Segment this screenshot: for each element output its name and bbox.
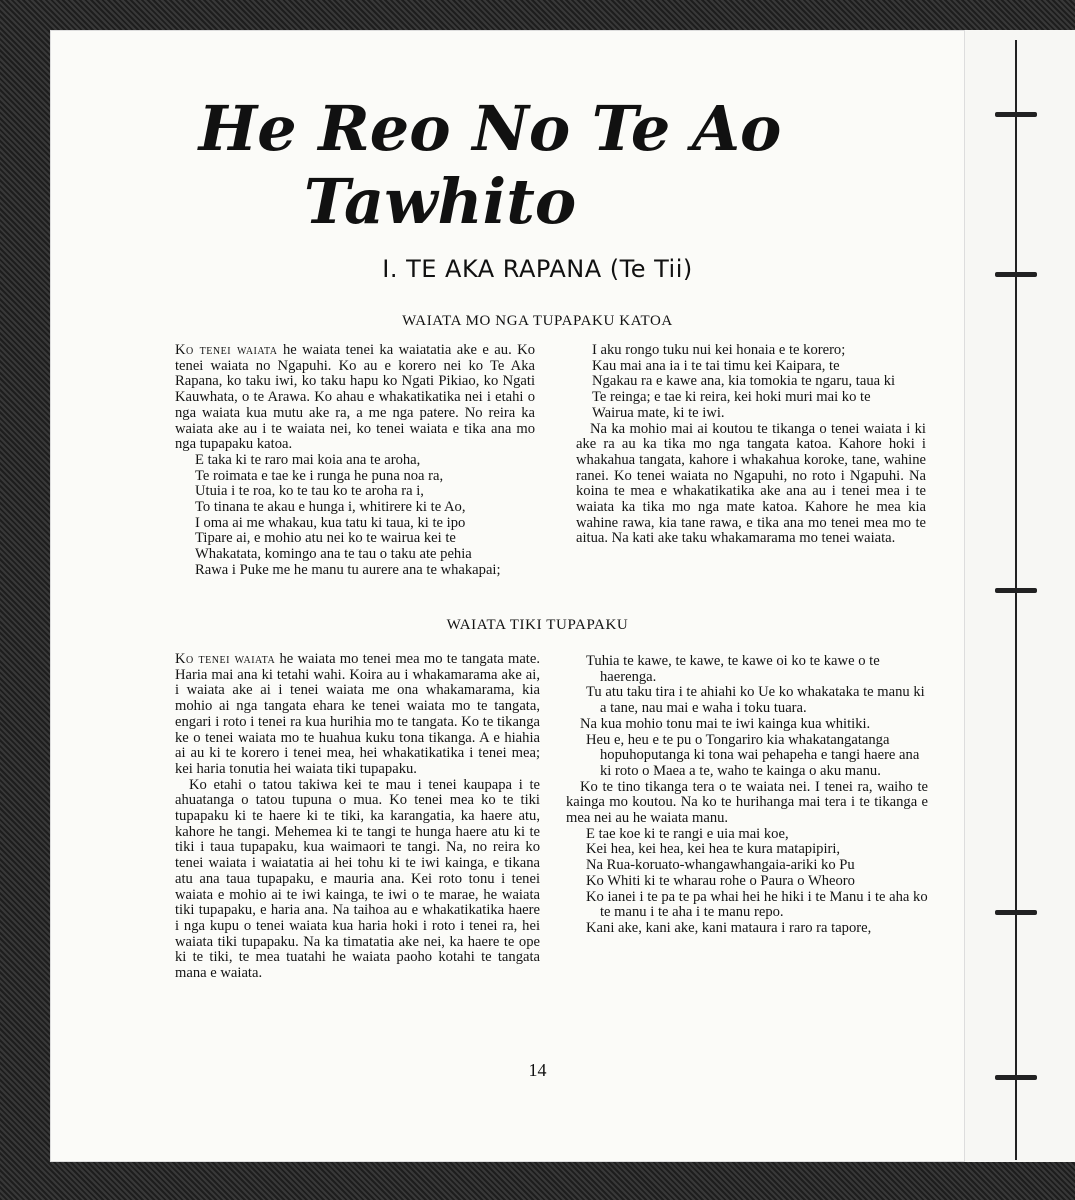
- paragraph: he waiata mo tenei mea mo te tangata mate. Haria mai ana ki tetahi wahi. Koira au i whakamarama ake ai, i waiata ake ai i tenei waiata me ona whakamarama, kia mohio ai nga tangata ehara ke tenei waiata mo te tangata, engari i roto i tenei ra kua hurihia mo te tangata. Ko te tikanga ke o tenei waiata mo te huahua kuku tona tikanga. A e hiahia ai au ki te korero i tenei mea, hei whakatikatika i tenei mea; kei haria tonutia hei waiata tiki tupapaku.: [175, 651, 540, 777]
- verse-block: [566, 733, 928, 780]
- verse-block: [576, 343, 926, 422]
- lead-in: Ko tenei waiata: [175, 342, 278, 358]
- section1-right-column: [576, 343, 926, 547]
- verse-line: Kau mai ana ia i te tai timu kei Kaipara, te: [592, 357, 840, 374]
- section1-left-column: [175, 343, 535, 579]
- paragraph: Ko te tino tikanga tera o te waiata nei. I tenei ra, waiho te kainga mo koutou. Na ko te hurihanga mai tera i te tikanga e mea nei au he waiata manu.: [566, 778, 928, 827]
- verse-line: I oma ai me whakau, kua tatu ki taua, ki te ipo: [195, 514, 466, 531]
- title-line-1: He Reo No Te Ao: [198, 95, 782, 165]
- verse-line: To tinana te akau e hunga i, whitirere ki te Ao,: [195, 499, 466, 516]
- verse-line: Ngakau ra e kawe ana, kia tomokia te ngaru, taua ki: [592, 373, 896, 390]
- verse-line: Na Rua-koruato-whangawhangaia-ariki ko Pu: [586, 857, 855, 874]
- verse-line: Te reinga; e tae ki reira, kei hoki muri mai ko te: [592, 389, 871, 406]
- verse-line: Whakatata, komingo ana te tau o taku ate pehia: [195, 546, 472, 563]
- section2-left-column: [175, 652, 540, 982]
- verse-line: Kani ake, kani ake, kani mataura i raro ra tapore,: [586, 919, 872, 936]
- section-heading-1: WAIATA MO NGA TUPAPAKU KATOA: [402, 313, 673, 329]
- paragraph: Na ka mohio mai ai koutou te tikanga o tenei waiata i ki ake ra au ka tika mo nga tangata katoa. Kahore hoki i whakahua tangata, kahore i whakahua koroke, tane, wahine ranei. Ko tenei waiata no Ngapuhi, no roto i Ngapuhi. Na koina te mea e whakatikatika ake ana au i tenei mea i te waiata ka tika mo nga mate katoa. Kahore he mea kia wahine rawa, kia tane rawa, e tika ana mo tenei mea mo te aitua. Na kati ake taku whakamarama mo tenei waiata.: [576, 420, 926, 547]
- verse-line: Kei hea, kei hea, kei hea te kura matapipiri,: [586, 841, 841, 858]
- verse-line: Rawa i Puke me he manu tu aurere ana te whakapai;: [195, 561, 501, 578]
- verse-line: E tae koe ki te rangi e uia mai koe,: [586, 825, 789, 842]
- verse-line: Heu e, heu e te pu o Tongariro kia whakatangatanga hopuhoputanga ki tona wai pehapeha e tangi haere ana ki roto o Maea a te, waho te kainga o aku manu.: [586, 731, 920, 779]
- verse-line: Tuhia te kawe, te kawe, te kawe oi ko te kawe o te haerenga.: [586, 653, 880, 685]
- paragraph: Ko etahi o tatou takiwa kei te mau i tenei kaupapa i te ahuatanga o tatou tupuna o mua. Ko tenei mea ko te tiki tupapaku ki te haere ki te tiki, ka karangatia, ka haere atu, kahore he tangi. Mehemea ki te tangi te hunga haere atu ki te tiki i taua tupapaku, kua waimaori te tangi. Na, no reira ko tenei waiata i waiatatia ai hei tohu ki te iwi kainga, e tikana atu ana taua tupapaku, e mauria ana. Kei roto tonu i tenei waiata e mohio ai te iwi kainga, te iwi o te marae, he waiata tiki tupapaku, e haria ana. Na taihoa au e whakatikatika haere i nga kupu o tenei waiata kua haria hoki i roto i tenei ra, hei waiata tiki tupapaku. Na ka timatatia ake nei, ka haere te ope ki te tiki, te mea tuatahi he waiata paoho kotahi te tangata mana e waiata.: [175, 776, 540, 982]
- verse-line: Utuia i te roa, ko te tau ko te aroha ra i,: [195, 483, 424, 500]
- paragraph: Na kua mohio tonu mai te iwi kainga kua whitiki.: [580, 715, 871, 732]
- paragraph: he waiata tenei ka waiatatia ake e au. Ko tenei waiata no Ngapuhi. Ko au e korero nei ko Te Aka Rapana, ko taku iwi, ko taku hapu ko Ngati Pikiao, ko Ngati Kauwhata, o te Arawa. Ko ahau e whakatikatika nei i etahi o nga waiata kua mutu ake ra, a me nga patere. No reira ka waiata ake au i te waiata nei, ko tenei waiata e tika ana mo nga tupapaku katoa.: [175, 342, 535, 453]
- page-number: 14: [528, 1060, 547, 1080]
- adjacent-page-strip: [965, 30, 1075, 1162]
- verse-block: [566, 827, 928, 937]
- verse-line: Tipare ai, e mohio atu nei ko te wairua kei te: [195, 530, 456, 547]
- verse-line: Ko ianei i te pa te pa whai hei he hiki i te Manu i te aha ko te manu i te aha i te manu repo.: [586, 888, 928, 921]
- page-title: [90, 95, 920, 245]
- article-subtitle: I. TE AKA RAPANA (Te Tii): [382, 255, 693, 283]
- verse-block: [175, 453, 535, 579]
- binding-mark: [995, 588, 1037, 593]
- verse-line: Ko Whiti ki te wharau rohe o Paura o Wheoro: [586, 872, 855, 889]
- title-line-2: Tawhito: [303, 165, 577, 238]
- verse-line: I aku rongo tuku nui kei honaia e te korero;: [592, 342, 846, 358]
- verse-line: Tu atu taku tira i te ahiahi ko Ue ko whakataka te manu ki a tane, nau mai e waha i toku tuara.: [586, 684, 925, 717]
- lead-in: Ko tenei waiata: [175, 651, 276, 667]
- verse-line: E taka ki te raro mai koia ana te aroha,: [195, 451, 421, 468]
- binding-mark: [995, 910, 1037, 915]
- verse-line: Wairua mate, ki te iwi.: [592, 404, 725, 421]
- binding-line: [1015, 40, 1017, 1160]
- section2-right-column: [566, 654, 928, 937]
- verse-line: Te roimata e tae ke i runga he puna noa ra,: [195, 467, 444, 484]
- verse-block: [566, 654, 928, 717]
- section-heading-2: WAIATA TIKI TUPAPAKU: [446, 617, 629, 633]
- binding-mark: [995, 112, 1037, 117]
